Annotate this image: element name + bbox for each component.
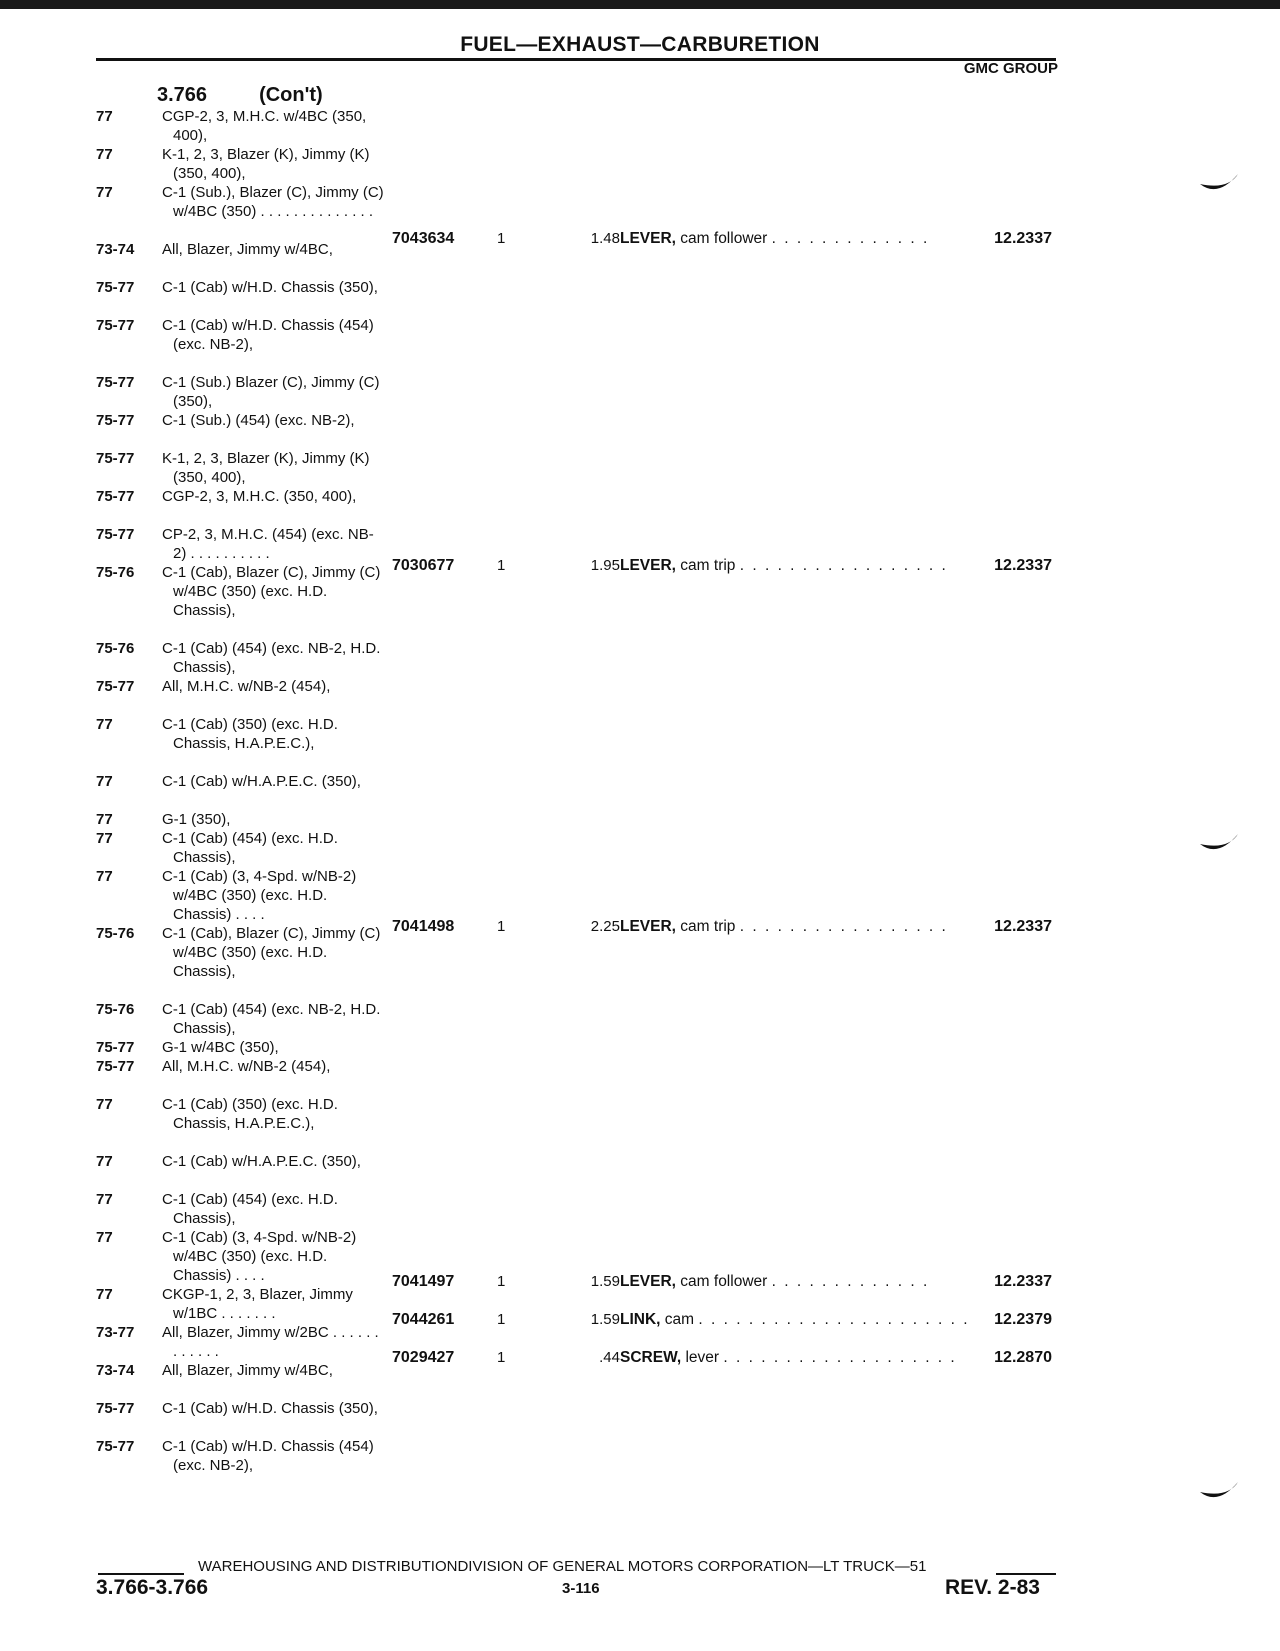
part-group-number: 12.2870 <box>994 1349 1052 1366</box>
part-name: LEVER, cam follower . . . . . . . . . . . . . <box>620 1273 930 1290</box>
footer-text: WAREHOUSING AND DISTRIBUTIONDIVISION OF GENERAL MOTORS CORPORATION—LT TRUCK—51 <box>198 1558 927 1575</box>
part-qty: 1 <box>497 230 506 247</box>
row-desc: CP-2, 3, M.H.C. (454) (exc. NB-2) . . . . . . . . . . <box>162 526 374 562</box>
footer-rule <box>98 1573 184 1575</box>
row-year: 75-77 <box>96 1400 135 1417</box>
row-desc: G-1 w/4BC (350), <box>162 1039 279 1056</box>
row-year: 73-74 <box>96 1362 135 1379</box>
part-price: 1.95 <box>590 557 620 574</box>
row-year: 77 <box>96 184 113 201</box>
page-title: FUEL—EXHAUST—CARBURETION <box>460 33 820 56</box>
row-year: 77 <box>96 146 113 163</box>
row-year: 77 <box>96 1191 113 1208</box>
part-qty: 1 <box>497 557 506 574</box>
row-year: 77 <box>96 1229 113 1246</box>
row-desc: C-1 (Sub.), Blazer (C), Jimmy (C) w/4BC (350) . . . . . . . . . . . . . . <box>162 184 388 220</box>
row-desc: C-1 (Cab) (454) (exc. NB-2, H.D. Chassis), <box>162 640 385 676</box>
row-desc: All, Blazer, Jimmy w/4BC, <box>162 241 333 258</box>
row-desc: CGP-2, 3, M.H.C. (350, 400), <box>162 488 357 505</box>
part-qty: 1 <box>497 918 506 935</box>
part-price: 1.48 <box>590 230 620 247</box>
section-cont: (Con't) <box>259 84 323 106</box>
row-desc: C-1 (Cab) w/H.D. Chassis (350), <box>162 1400 378 1417</box>
part-price: .44 <box>599 1349 620 1366</box>
part-name: LEVER, cam trip . . . . . . . . . . . . . . . . . <box>620 918 948 935</box>
part-qty: 1 <box>497 1311 506 1328</box>
group-label: GMC GROUP <box>963 60 1058 77</box>
row-year: 77 <box>96 773 113 790</box>
part-group-number: 12.2337 <box>994 1273 1052 1290</box>
part-qty: 1 <box>497 1349 506 1366</box>
row-year: 75-77 <box>96 450 135 467</box>
part-number: 7041497 <box>392 1273 455 1290</box>
row-desc: C-1 (Cab) (454) (exc. H.D. Chassis), <box>162 830 343 866</box>
row-desc: CKGP-1, 2, 3, Blazer, Jimmy w/1BC . . . . . . . <box>162 1286 358 1322</box>
part-group-number: 12.2337 <box>994 230 1052 247</box>
row-desc: C-1 (Cab), Blazer (C), Jimmy (C) w/4BC (350) (exc. H.D. Chassis), <box>162 564 385 619</box>
row-year: 75-76 <box>96 1001 135 1018</box>
part-number: 7030677 <box>392 557 455 574</box>
part-group-number: 12.2379 <box>994 1311 1052 1328</box>
row-year: 77 <box>96 1286 113 1303</box>
row-desc: C-1 (Cab) (350) (exc. H.D. Chassis, H.A.P.E.C.), <box>162 1096 343 1132</box>
footer-rule <box>996 1573 1056 1575</box>
row-year: 75-77 <box>96 678 135 695</box>
row-desc: C-1 (Cab) w/H.A.P.E.C. (350), <box>162 773 361 790</box>
row-desc: All, Blazer, Jimmy w/2BC . . . . . . . . . . . . <box>162 1324 383 1360</box>
row-desc: C-1 (Cab) w/H.D. Chassis (350), <box>162 279 378 296</box>
part-name: LEVER, cam trip . . . . . . . . . . . . . . . . . <box>620 557 948 574</box>
row-year: 75-76 <box>96 640 135 657</box>
footer-revision: REV. 2-83 <box>945 1576 1040 1599</box>
row-year: 75-77 <box>96 488 135 505</box>
part-name: LEVER, cam follower . . . . . . . . . . . . . <box>620 230 930 247</box>
part-group-number: 12.2337 <box>994 557 1052 574</box>
row-desc: C-1 (Cab) w/H.D. Chassis (454) (exc. NB-2), <box>162 1438 378 1474</box>
row-desc: All, M.H.C. w/NB-2 (454), <box>162 678 331 695</box>
row-year: 73-74 <box>96 241 135 258</box>
row-desc: C-1 (Cab) (3, 4-Spd. w/NB-2) w/4BC (350) (exc. H.D. Chassis) . . . . <box>162 1229 361 1284</box>
top-border <box>0 0 1280 9</box>
part-group-number: 12.2337 <box>994 918 1052 935</box>
part-qty: 1 <box>497 1273 506 1290</box>
row-year: 77 <box>96 830 113 847</box>
row-year: 75-77 <box>96 1438 135 1455</box>
part-price: 1.59 <box>590 1311 620 1328</box>
part-price: 2.25 <box>590 918 620 935</box>
row-year: 75-77 <box>96 1039 135 1056</box>
row-year: 75-77 <box>96 1058 135 1075</box>
row-desc: C-1 (Cab), Blazer (C), Jimmy (C) w/4BC (350) (exc. H.D. Chassis), <box>162 925 385 980</box>
row-year: 75-76 <box>96 925 135 942</box>
section-number: 3.766 <box>157 84 208 106</box>
row-desc: CGP-2, 3, M.H.C. w/4BC (350, 400), <box>162 108 371 144</box>
part-number: 7044261 <box>392 1311 455 1328</box>
row-year: 75-76 <box>96 564 135 581</box>
row-desc: K-1, 2, 3, Blazer (K), Jimmy (K) (350, 400), <box>162 146 374 182</box>
footer-section-range: 3.766-3.766 <box>96 1576 209 1599</box>
row-desc: All, Blazer, Jimmy w/4BC, <box>162 1362 333 1379</box>
part-name: LINK, cam . . . . . . . . . . . . . . . . . . . . . . <box>620 1311 970 1328</box>
row-year: 77 <box>96 868 113 885</box>
row-year: 75-77 <box>96 279 135 296</box>
row-year: 77 <box>96 1153 113 1170</box>
row-year: 77 <box>96 1096 113 1113</box>
row-year: 75-77 <box>96 374 135 391</box>
footer-page-number: 3-116 <box>562 1580 600 1597</box>
row-desc: G-1 (350), <box>162 811 231 828</box>
row-desc: C-1 (Cab) (454) (exc. NB-2, H.D. Chassis), <box>162 1001 385 1037</box>
part-name: SCREW, lever . . . . . . . . . . . . . . . . . . . <box>620 1349 957 1366</box>
row-year: 73-77 <box>96 1324 135 1341</box>
row-desc: C-1 (Sub.) Blazer (C), Jimmy (C) (350), <box>162 374 384 410</box>
row-year: 75-77 <box>96 317 135 334</box>
row-year: 75-77 <box>96 412 135 429</box>
part-number: 7029427 <box>392 1349 455 1366</box>
row-desc: All, M.H.C. w/NB-2 (454), <box>162 1058 331 1075</box>
binder-mark-icon <box>1198 1478 1242 1506</box>
row-year: 77 <box>96 108 113 125</box>
binder-mark-icon <box>1198 830 1242 858</box>
binder-mark-icon <box>1198 170 1242 198</box>
row-desc: C-1 (Cab) (3, 4-Spd. w/NB-2) w/4BC (350) (exc. H.D. Chassis) . . . . <box>162 868 361 923</box>
title-rule <box>96 58 1056 61</box>
part-number: 7041498 <box>392 918 455 935</box>
row-desc: C-1 (Cab) w/H.D. Chassis (454) (exc. NB-2), <box>162 317 378 353</box>
row-desc: C-1 (Sub.) (454) (exc. NB-2), <box>162 412 355 429</box>
row-desc: C-1 (Cab) w/H.A.P.E.C. (350), <box>162 1153 361 1170</box>
row-desc: K-1, 2, 3, Blazer (K), Jimmy (K) (350, 400), <box>162 450 374 486</box>
row-year: 77 <box>96 811 113 828</box>
row-year: 77 <box>96 716 113 733</box>
row-desc: C-1 (Cab) (454) (exc. H.D. Chassis), <box>162 1191 343 1227</box>
row-year: 75-77 <box>96 526 135 543</box>
part-number: 7043634 <box>392 230 455 247</box>
section-heading <box>157 84 323 107</box>
part-price: 1.59 <box>590 1273 620 1290</box>
row-desc: C-1 (Cab) (350) (exc. H.D. Chassis, H.A.P.E.C.), <box>162 716 343 752</box>
